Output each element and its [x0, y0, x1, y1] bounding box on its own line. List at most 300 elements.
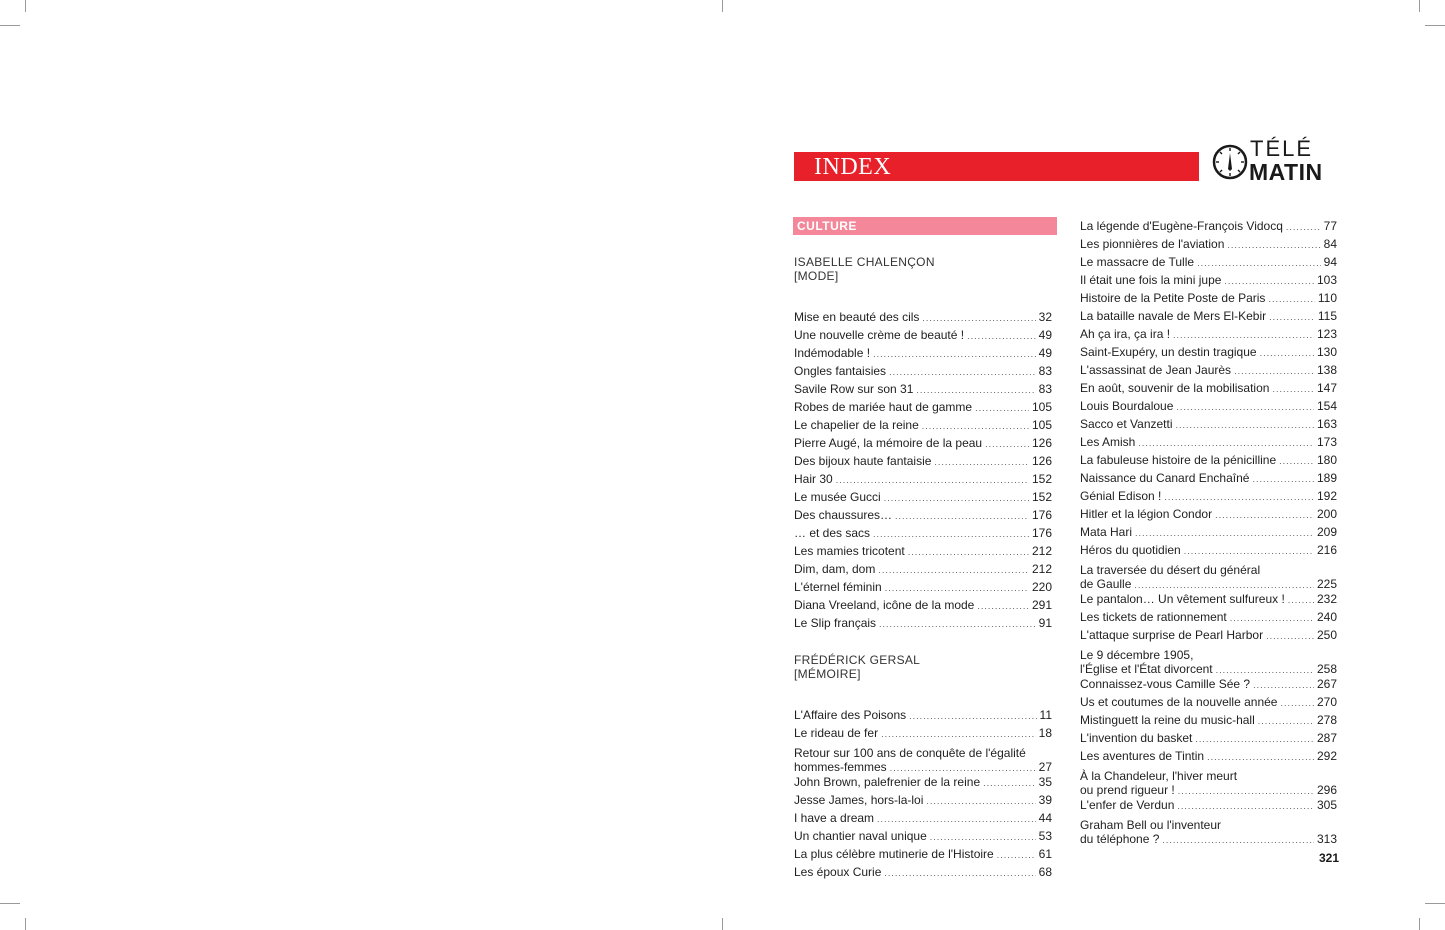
entry-title: Savile Row sur son 31 — [794, 382, 914, 396]
entry-title: Les Amish — [1080, 435, 1136, 449]
entry-title: L'attaque surprise de Pearl Harbor — [1080, 628, 1264, 642]
entry-page: 18 — [1038, 726, 1052, 740]
entry-row — [1080, 627, 1337, 645]
entry-page: 305 — [1316, 798, 1337, 812]
dot-leader — [1288, 592, 1314, 609]
entry-title: Ah ça ira, ça ira ! — [1080, 327, 1171, 341]
entry-row — [794, 345, 1052, 363]
entry-page: 163 — [1316, 417, 1337, 431]
index-entry — [1080, 748, 1337, 766]
entry-row — [794, 525, 1052, 543]
dot-leader — [916, 382, 1035, 399]
entry-page: 209 — [1316, 525, 1337, 539]
spacer — [794, 687, 1052, 707]
entry-title: En août, souvenir de la mobilisation — [1080, 381, 1270, 395]
dot-leader — [926, 793, 1035, 810]
entry-title: Dim, dam, dom — [794, 562, 876, 576]
index-entry — [1080, 470, 1337, 488]
dot-leader — [1266, 628, 1314, 645]
entry-page: 278 — [1316, 713, 1337, 727]
index-entry — [794, 363, 1052, 381]
dot-leader — [873, 346, 1036, 363]
entry-row — [1080, 676, 1337, 694]
entry-title: Jesse James, hors-la-loi — [794, 793, 924, 807]
crop-mark — [25, 918, 26, 930]
author-block — [794, 653, 1052, 687]
entry-title: L'assassinat de Jean Jaurès — [1080, 363, 1232, 377]
entry-row — [794, 725, 1052, 743]
dot-leader — [1207, 749, 1314, 766]
crop-mark — [0, 903, 20, 904]
entry-row — [1080, 380, 1337, 398]
entry-title: La légende d'Eugène-François Vidocq — [1080, 219, 1283, 233]
index-entry — [1080, 272, 1337, 290]
entry-row — [1080, 362, 1337, 380]
entry-title: Le chapelier de la reine — [794, 418, 919, 432]
entry-page: 292 — [1316, 749, 1337, 763]
entry-row — [1080, 308, 1337, 326]
entry-row — [794, 792, 1052, 810]
dot-leader — [1224, 273, 1314, 290]
entry-row — [794, 707, 1052, 725]
entry-title: Us et coutumes de la nouvelle année — [1080, 695, 1278, 709]
index-entry — [794, 725, 1052, 743]
entry-page: 154 — [1316, 399, 1337, 413]
index-entry — [794, 453, 1052, 471]
crop-mark — [1419, 0, 1420, 12]
index-entry — [794, 435, 1052, 453]
entry-page: 212 — [1031, 544, 1052, 558]
index-entry — [794, 327, 1052, 345]
entry-page: 287 — [1316, 731, 1337, 745]
index-entry — [794, 743, 1052, 774]
entry-title-line1: La traversée du désert du général — [1080, 563, 1261, 577]
index-column-right — [1080, 218, 1337, 846]
entry-page: 53 — [1038, 829, 1052, 843]
entry-page: 49 — [1038, 328, 1052, 342]
index-entry — [1080, 591, 1337, 609]
index-entry — [794, 597, 1052, 615]
entry-title: La fabuleuse histoire de la pénicilline — [1080, 453, 1277, 467]
dot-leader — [908, 544, 1029, 561]
entry-row — [1080, 398, 1337, 416]
dot-leader — [1234, 363, 1314, 380]
entry-title: Les époux Curie — [794, 865, 882, 879]
dot-leader — [1260, 345, 1314, 362]
dot-leader — [1134, 578, 1314, 592]
dot-leader — [889, 364, 1036, 381]
index-entry — [794, 381, 1052, 399]
entry-row — [794, 774, 1052, 792]
entry-page: 192 — [1316, 489, 1337, 503]
dot-leader — [997, 847, 1036, 864]
entry-title: Il était une fois la mini jupe — [1080, 273, 1222, 287]
entry-row — [794, 864, 1052, 882]
entry-title: L'enfer de Verdun — [1080, 798, 1175, 812]
entry-page: 296 — [1316, 783, 1337, 797]
entry-row — [794, 597, 1052, 615]
index-entry — [1080, 560, 1337, 591]
entry-row — [1080, 694, 1337, 712]
entry-page: 77 — [1323, 219, 1337, 233]
author-name: FRÉDÉRICK GERSAL — [794, 653, 921, 667]
index-entry — [1080, 290, 1337, 308]
entry-page: 220 — [1031, 580, 1052, 594]
entry-title-line1: Le 9 décembre 1905, — [1080, 648, 1194, 662]
dot-leader — [890, 761, 1036, 775]
index-entry — [1080, 609, 1337, 627]
dot-leader — [884, 865, 1035, 882]
index-entry — [794, 774, 1052, 792]
entry-page: 258 — [1316, 662, 1337, 676]
dot-leader — [1272, 381, 1314, 398]
entry-row — [1080, 609, 1337, 627]
dot-leader — [1227, 237, 1320, 254]
entry-title: Les mamies tricotent — [794, 544, 905, 558]
entry-row — [1080, 577, 1337, 592]
index-entry — [794, 417, 1052, 435]
crop-mark — [1425, 903, 1445, 904]
entry-row — [794, 417, 1052, 435]
entry-page: 147 — [1316, 381, 1337, 395]
entry-page: 126 — [1031, 436, 1052, 450]
entry-page: 61 — [1038, 847, 1052, 861]
crop-mark — [1425, 25, 1445, 26]
author-category: [MÉMOIRE] — [794, 667, 861, 681]
entry-row — [1080, 662, 1337, 677]
entry-title: Naissance du Canard Enchaîné — [1080, 471, 1250, 485]
index-entry — [1080, 797, 1337, 815]
entry-row — [794, 579, 1052, 597]
entry-row — [1080, 416, 1337, 434]
index-entry — [1080, 308, 1337, 326]
index-entry — [1080, 712, 1337, 730]
entry-row — [1080, 506, 1337, 524]
entry-title: Ongles fantaisies — [794, 364, 887, 378]
entry-row — [794, 760, 1052, 775]
entry-page: 270 — [1316, 695, 1337, 709]
index-entry — [794, 525, 1052, 543]
entry-title-line1: Retour sur 100 ans de conquête de l'égalité — [794, 746, 1026, 760]
entry-title: Mata Hari — [1080, 525, 1133, 539]
dot-leader — [975, 400, 1029, 417]
entry-title: … et des sacs — [794, 526, 871, 540]
section-header — [793, 217, 1057, 235]
entry-title: de Gaulle — [1080, 577, 1132, 591]
index-entry — [1080, 766, 1337, 797]
entry-page: 225 — [1316, 577, 1337, 591]
index-entry — [1080, 380, 1337, 398]
clock-icon — [1211, 143, 1249, 181]
entry-title: L'éternel féminin — [794, 580, 882, 594]
entry-row — [1080, 712, 1337, 730]
entry-row — [1080, 218, 1337, 236]
entry-row — [1080, 797, 1337, 815]
index-entry — [794, 489, 1052, 507]
crop-mark — [25, 0, 26, 12]
entry-page: 130 — [1316, 345, 1337, 359]
dot-leader — [985, 436, 1029, 453]
dot-leader — [977, 598, 1029, 615]
dot-leader — [1252, 471, 1314, 488]
entry-title: Le pantalon… Un vêtement sulfureux ! — [1080, 592, 1285, 606]
entry-page: 138 — [1316, 363, 1337, 377]
dot-leader — [967, 328, 1036, 345]
entry-title: Mistinguett la reine du music-hall — [1080, 713, 1255, 727]
entry-title: Robes de mariée haut de gamme — [794, 400, 973, 414]
entry-title: Une nouvelle crème de beauté ! — [794, 328, 965, 342]
entry-page: 83 — [1038, 382, 1052, 396]
entry-row — [794, 828, 1052, 846]
index-entry — [1080, 344, 1337, 362]
spacer — [794, 633, 1052, 653]
telematin-logo — [1211, 136, 1333, 186]
index-entry — [1080, 362, 1337, 380]
dot-leader — [879, 616, 1036, 633]
entry-row — [794, 615, 1052, 633]
entry-page: 27 — [1038, 760, 1052, 774]
entry-page: 250 — [1316, 628, 1337, 642]
entry-page: 105 — [1031, 400, 1052, 414]
entry-row — [794, 543, 1052, 561]
dot-leader — [1173, 327, 1314, 344]
entry-page: 91 — [1038, 616, 1052, 630]
entry-row — [794, 489, 1052, 507]
crop-mark — [722, 918, 723, 930]
entry-page: 123 — [1316, 327, 1337, 341]
entry-title: hommes-femmes — [794, 760, 887, 774]
entry-title: L'invention du basket — [1080, 731, 1193, 745]
entry-title: du téléphone ? — [1080, 832, 1160, 846]
entry-title: Mise en beauté des cils — [794, 310, 920, 324]
entry-row — [794, 453, 1052, 471]
index-entry — [794, 399, 1052, 417]
dot-leader — [1286, 219, 1321, 236]
entry-title: Le massacre de Tulle — [1080, 255, 1195, 269]
entry-page: 180 — [1316, 453, 1337, 467]
index-entry — [794, 543, 1052, 561]
index-entry — [1080, 254, 1337, 272]
index-entry — [794, 864, 1052, 882]
entry-page: 176 — [1031, 526, 1052, 540]
entry-title: Le Slip français — [794, 616, 877, 630]
index-entry — [794, 561, 1052, 579]
entry-row — [1080, 272, 1337, 290]
entry-page: 267 — [1316, 677, 1337, 691]
entry-page: 11 — [1039, 708, 1052, 722]
dot-leader — [1280, 695, 1314, 712]
entry-page: 83 — [1038, 364, 1052, 378]
dot-leader — [1195, 731, 1314, 748]
index-entry — [1080, 542, 1337, 560]
dot-leader — [922, 310, 1035, 327]
dot-leader — [1230, 610, 1314, 627]
entry-page: 152 — [1031, 490, 1052, 504]
dot-leader — [1138, 435, 1314, 452]
entry-page: 189 — [1316, 471, 1337, 485]
index-entry — [1080, 218, 1337, 236]
dot-leader — [1178, 784, 1314, 798]
index-entry — [794, 507, 1052, 525]
entry-title: Un chantier naval unique — [794, 829, 927, 843]
spacer — [794, 289, 1052, 309]
entry-row — [1080, 730, 1337, 748]
index-entry — [1080, 506, 1337, 524]
entry-row — [794, 399, 1052, 417]
index-entry — [1080, 398, 1337, 416]
dot-leader — [1258, 713, 1314, 730]
entry-page: 110 — [1317, 291, 1337, 305]
entry-title: Les aventures de Tintin — [1080, 749, 1205, 763]
entry-title: Des chaussures… — [794, 508, 893, 522]
dot-leader — [1135, 525, 1314, 542]
entry-row — [1080, 254, 1337, 272]
dot-leader — [1253, 677, 1314, 694]
index-header-bar — [794, 152, 1199, 181]
index-entry — [1080, 326, 1337, 344]
dot-leader — [1164, 489, 1314, 506]
dot-leader — [909, 708, 1036, 725]
author-category: [MODE] — [794, 269, 839, 283]
entry-page: 84 — [1323, 237, 1337, 251]
dot-leader — [934, 454, 1029, 471]
crop-mark — [1419, 918, 1420, 930]
dot-leader — [878, 562, 1029, 579]
index-entry — [794, 707, 1052, 725]
entry-page: 173 — [1316, 435, 1337, 449]
entry-page: 103 — [1316, 273, 1337, 287]
entry-page: 216 — [1316, 543, 1337, 557]
dot-leader — [922, 418, 1029, 435]
entry-row — [1080, 452, 1337, 470]
dot-leader — [881, 726, 1036, 743]
entry-row — [1080, 488, 1337, 506]
entry-row — [1080, 591, 1337, 609]
entry-row — [1080, 542, 1337, 560]
entry-page: 39 — [1038, 793, 1052, 807]
entry-title: Hitler et la légion Condor — [1080, 507, 1213, 521]
index-entry — [1080, 236, 1337, 254]
entry-page: 68 — [1038, 865, 1052, 879]
entry-title: Héros du quotidien — [1080, 543, 1181, 557]
index-entry — [1080, 416, 1337, 434]
dot-leader — [884, 490, 1029, 507]
entry-title: l'Église et l'État divorcent — [1080, 662, 1213, 676]
entry-row — [794, 309, 1052, 327]
entry-row — [794, 810, 1052, 828]
index-entry — [794, 846, 1052, 864]
entry-title: Saint-Exupéry, un destin tragique — [1080, 345, 1257, 359]
dot-leader — [877, 811, 1036, 828]
entry-title: Le rideau de fer — [794, 726, 879, 740]
index-entry — [1080, 645, 1337, 676]
index-entry — [794, 579, 1052, 597]
index-entry — [1080, 815, 1337, 846]
entry-row — [794, 846, 1052, 864]
dot-leader — [836, 472, 1029, 489]
entry-title: Louis Bourdaloue — [1080, 399, 1174, 413]
entry-title: Les pionnières de l'aviation — [1080, 237, 1225, 251]
dot-leader — [1279, 453, 1314, 470]
entry-row — [794, 327, 1052, 345]
index-entry — [1080, 694, 1337, 712]
index-entry — [794, 615, 1052, 633]
entry-page: 105 — [1031, 418, 1052, 432]
index-entry — [794, 309, 1052, 327]
entry-title-line1: Graham Bell ou l'inventeur — [1080, 818, 1222, 832]
entry-page: 232 — [1316, 592, 1337, 606]
index-entry — [1080, 524, 1337, 542]
entry-page: 176 — [1031, 508, 1052, 522]
entry-list — [1080, 218, 1337, 846]
index-entry — [1080, 627, 1337, 645]
dot-leader — [1268, 291, 1314, 308]
dot-leader — [1216, 663, 1314, 677]
dot-leader — [1184, 543, 1314, 560]
index-entry — [794, 828, 1052, 846]
index-entry — [1080, 434, 1337, 452]
entry-title: Le musée Gucci — [794, 490, 881, 504]
index-entry — [1080, 488, 1337, 506]
entry-page: 49 — [1038, 346, 1052, 360]
entry-row — [794, 507, 1052, 525]
index-entry — [794, 792, 1052, 810]
entry-row — [1080, 832, 1337, 847]
entry-row — [1080, 326, 1337, 344]
crop-mark — [722, 0, 723, 12]
entry-page: 126 — [1031, 454, 1052, 468]
entry-title: John Brown, palefrenier de la reine — [794, 775, 981, 789]
entry-page: 152 — [1031, 472, 1052, 486]
entry-row — [1080, 748, 1337, 766]
dot-leader — [1162, 833, 1314, 847]
logo-text-tele: TÉLÉ — [1250, 136, 1314, 161]
dot-leader — [1269, 309, 1315, 326]
entry-title: La plus célèbre mutinerie de l'Histoire — [794, 847, 994, 861]
index-entry — [794, 471, 1052, 489]
entry-title: La bataille navale de Mers El-Kebir — [1080, 309, 1267, 323]
entry-title-line1: À la Chandeleur, l'hiver meurt — [1080, 769, 1238, 783]
entry-title: Génial Edison ! — [1080, 489, 1162, 503]
entry-title: Diana Vreeland, icône de la mode — [794, 598, 975, 612]
entry-row — [1080, 290, 1337, 308]
entry-title: Connaissez-vous Camille Sée ? — [1080, 677, 1251, 691]
dot-leader — [1176, 417, 1314, 434]
dot-leader — [1176, 399, 1314, 416]
entry-row — [794, 363, 1052, 381]
entry-title: ou prend rigueur ! — [1080, 783, 1175, 797]
entry-title: Histoire de la Petite Poste de Paris — [1080, 291, 1266, 305]
entry-row — [1080, 470, 1337, 488]
dot-leader — [873, 526, 1029, 543]
index-column-left — [794, 255, 1052, 882]
entry-title: L'Affaire des Poisons — [794, 708, 907, 722]
entry-page: 44 — [1038, 811, 1052, 825]
entry-row — [794, 381, 1052, 399]
entry-title: I have a dream — [794, 811, 875, 825]
dot-leader — [895, 508, 1029, 525]
entry-title: Les tickets de rationnement — [1080, 610, 1227, 624]
index-entry — [794, 810, 1052, 828]
entry-page: 313 — [1316, 832, 1337, 846]
entry-title: Des bijoux haute fantaisie — [794, 454, 932, 468]
entry-title: Sacco et Vanzetti — [1080, 417, 1173, 431]
dot-leader — [983, 775, 1036, 792]
entry-row — [1080, 524, 1337, 542]
entry-page: 35 — [1038, 775, 1052, 789]
entry-page: 94 — [1323, 255, 1337, 269]
entry-page: 291 — [1031, 598, 1052, 612]
